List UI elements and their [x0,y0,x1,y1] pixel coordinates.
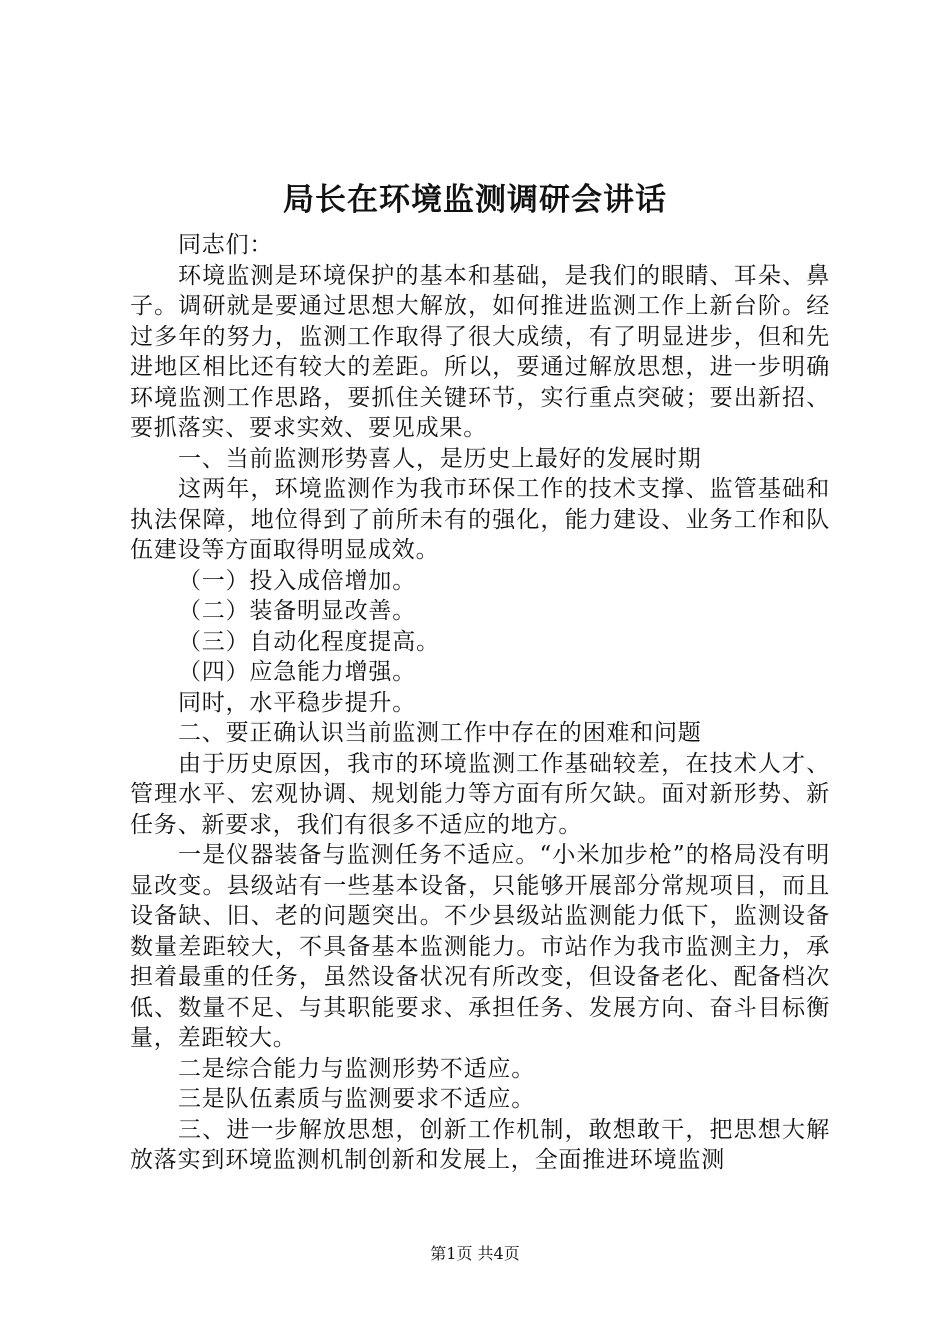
paragraph-achievements: 这两年，环境监测作为我市环保工作的技术支撑、监管基础和执法保障，地位得到了前所未有的强化，能力建设、业务工作和队伍建设等方面取得明显成效。 [130,476,830,563]
list-item: （一）投入成倍增加。 [178,567,416,594]
paragraph-team: 三是队伍素质与监测要求不适应。 [178,1086,535,1112]
page-number-footer: 第1页 共4页 [430,1244,520,1263]
list-item: （二）装备明显改善。 [178,598,416,624]
paragraph-salutation: 同志们： [178,232,274,258]
section-heading-1: 一、当前监测形势喜人，是历史上最好的发展时期 [178,445,702,472]
list-item: （四）应急能力增强。 [178,659,416,685]
paragraph-problems: 由于历史原因，我市的环境监测工作基础较差，在技术人才、管理水平、宏观协调、规划能力等方面有所欠缺。面对新形势、新任务、新要求，我们有很多不适应的地方。 [130,750,830,838]
paragraph-equipment: 一是仪器装备与监测任务不适应。“小米加步枪”的格局没有明显改变。县级站有一些基本设备，只能够开展部分常规项目，而且设备缺、旧、老的问题突出。不少县级站监测能力低下，监测设备数量差距较大，不具备基本监测能力。市站作为我市监测主力，承担着最重的任务，虽然设备状况有所改变，但设备老化、配备档次低、数量不足、与其职能要求、承担任务、发展方向、奋斗目标衡量，差距较大。 [130,842,830,1051]
list-item: （三）自动化程度提高。 [178,628,440,655]
paragraph-intro: 环境监测是环境保护的基本和基础，是我们的眼睛、耳朵、鼻子。调研就是要通过思想大解放，如何推进监测工作上新台阶。经过多年的努力，监测工作取得了很大成绩，有了明显进步，但和先进地区相比还有较大的差距。所以，要通过解放思想，进一步明确环境监测工作思路，要抓住关键环节，实行重点突破；要出新招、要抓落实、要求实效、要见成果。 [130,262,830,441]
section-heading-3: 三、进一步解放思想，创新工作机制，敢想敢干，把思想大解放落实到环境监测机制创新和发展上，全面推进环境监测 [130,1116,830,1173]
section-heading-2: 二、要正确认识当前监测工作中存在的困难和问题 [178,720,702,746]
document-body [130,230,830,1176]
paragraph-capability: 二是综合能力与监测形势不适应。 [178,1055,535,1082]
document-title: 局长在环境监测调研会讲话 [283,182,667,218]
paragraph-level: 同时，水平稳步提升。 [178,689,416,716]
